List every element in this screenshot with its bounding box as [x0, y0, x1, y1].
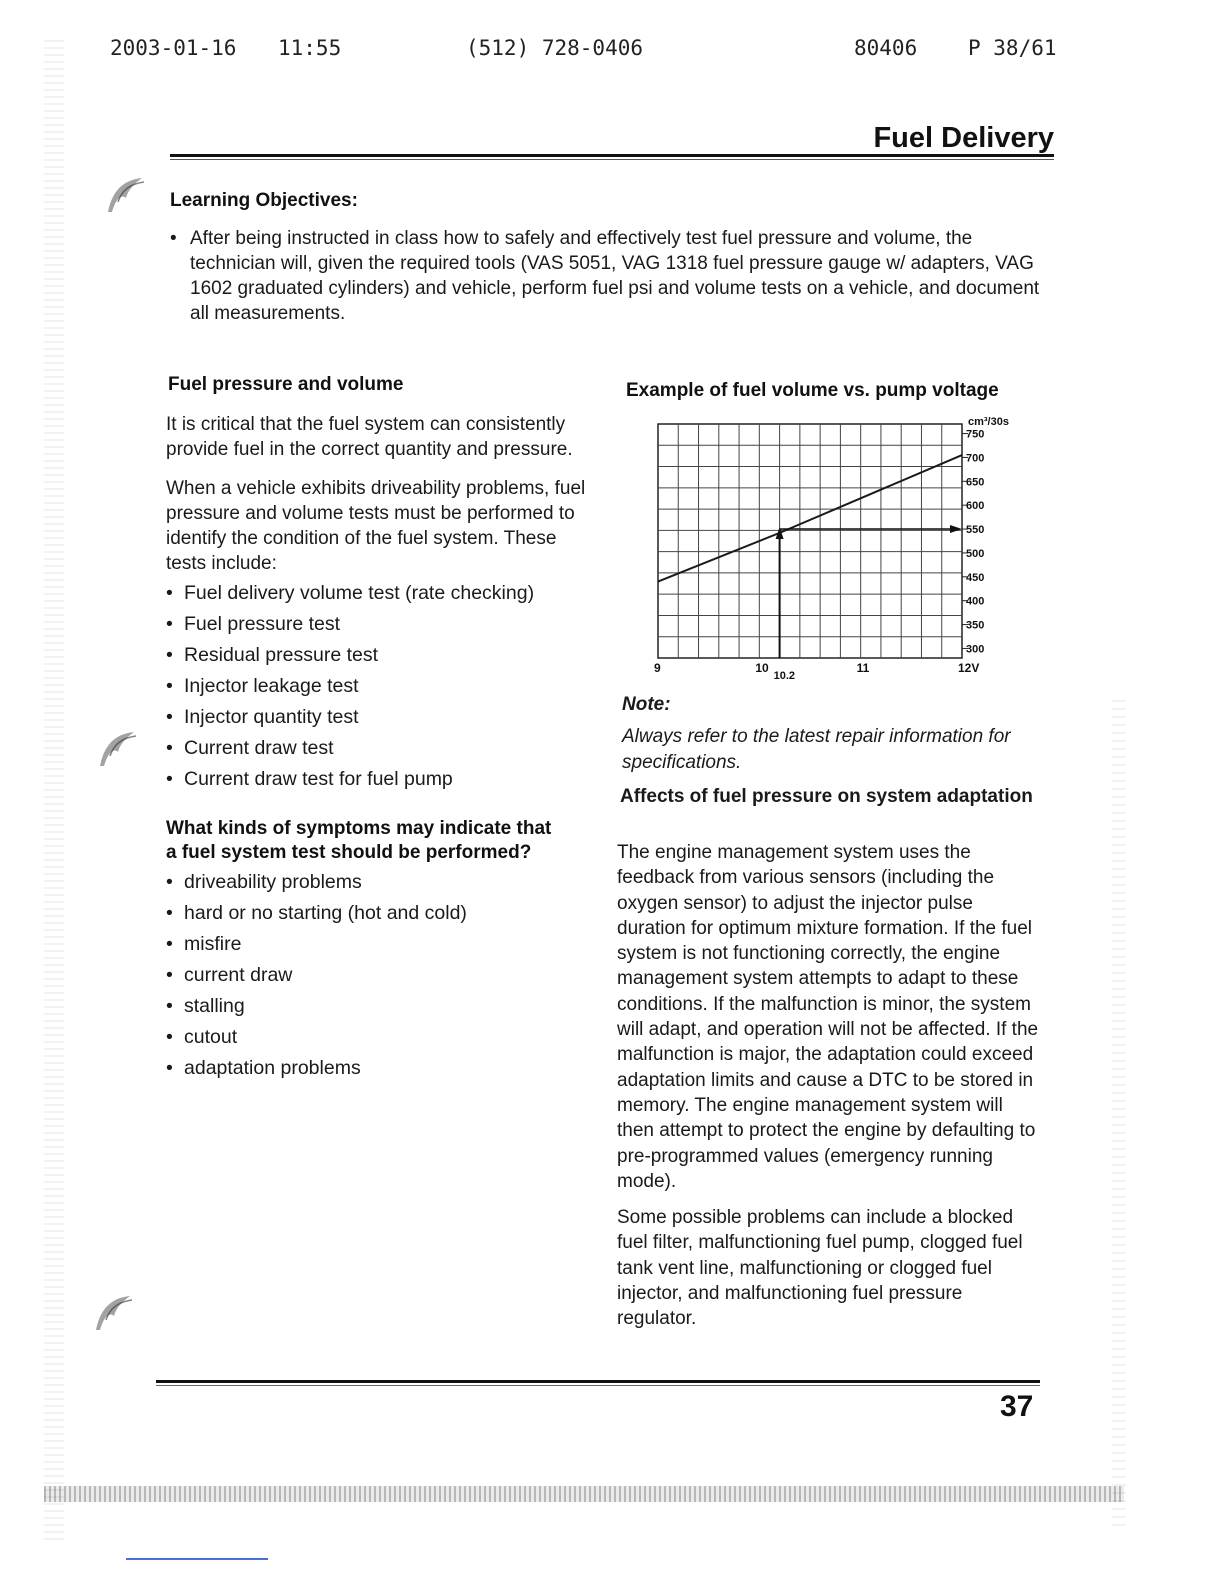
fuel-pressure-paragraph-1: It is critical that the fuel system can consistently provide fuel in the correct quantity and pressure. — [166, 414, 573, 460]
fax-phone: (512) 728-0406 — [466, 36, 644, 60]
annotation-right-arrow — [950, 525, 962, 533]
x-tick-label: 11 — [856, 661, 870, 675]
y-tick-label: 400 — [966, 595, 985, 608]
x-tick-label: 12V — [958, 661, 980, 675]
list-item: • Fuel pressure test — [166, 613, 341, 635]
chart-svg — [650, 412, 1040, 684]
series-line — [658, 455, 962, 582]
symptoms-list — [166, 867, 596, 1084]
fax-page: P 38/61 — [968, 36, 1057, 60]
adaptation-paragraph-2: Some possible problems can include a blocked fuel filter, malfunctioning fuel pump, clogged fuel tank vent line, malfunctioning or clogged fuel injector, and malfunctioning fuel pressure regulator. — [617, 1207, 1023, 1330]
blue-underline-mark — [126, 1558, 268, 1560]
y-tick-label: 650 — [966, 476, 985, 489]
list-item: • Fuel delivery volume test (rate checking) — [166, 582, 535, 604]
list-item: • adaptation problems — [166, 1057, 361, 1079]
tests-list — [166, 578, 596, 795]
y-tick-label: 700 — [966, 452, 985, 465]
bullet: • — [170, 228, 177, 249]
learning-objectives-heading: Learning Objectives: — [170, 190, 358, 211]
x-tick-label: 10 — [755, 661, 769, 675]
list-item: • current draw — [166, 964, 293, 986]
fuel-pressure-paragraph-2: When a vehicle exhibits driveability problems, fuel pressure and volume tests must be performed to identify the condition of the fuel system. These tests include: — [166, 478, 586, 574]
title-rule — [170, 154, 1054, 157]
y-tick-label: 750 — [966, 428, 985, 441]
symptoms-heading: What kinds of symptoms may indicate that a fuel system test should be performed? — [166, 818, 552, 863]
learning-objective-text: After being instructed in class how to safely and effectively test fuel pressure and volume, the technician will, given the required tools (VAS 5051, VAG 1318 fuel pressure gauge w/ adapters, VAG 1602 graduated cylinders) and vehicle, perform fuel psi and volume tests on a vehicle, and document all measurements. — [190, 228, 1040, 324]
binder-hole-smudge-icon — [96, 726, 142, 770]
list-item: • Current draw test for fuel pump — [166, 768, 453, 790]
y-tick-label: 350 — [966, 619, 985, 632]
binder-hole-smudge-icon — [92, 1290, 138, 1334]
y-tick-label: 450 — [966, 571, 985, 584]
binder-hole-smudge-icon — [104, 172, 150, 216]
fax-date: 2003-01-16 — [110, 36, 237, 60]
bottom-rule — [156, 1380, 1040, 1383]
title-rule-thin — [170, 159, 1054, 160]
page-number: 37 — [1000, 1390, 1034, 1423]
scan-edge-noise-left — [44, 40, 64, 1540]
list-item: • Injector quantity test — [166, 706, 359, 728]
fuel-pressure-section — [166, 412, 596, 1084]
scan-bottom-band — [44, 1486, 1124, 1502]
scan-edge-noise-right — [1112, 700, 1126, 1530]
fax-code: 80406 — [854, 36, 918, 60]
x-tick-label: 10.2 — [773, 670, 796, 682]
list-item: • misfire — [166, 933, 242, 955]
adaptation-section — [617, 840, 1042, 1343]
page-title: Fuel Delivery — [873, 122, 1054, 154]
y-tick-label: 500 — [966, 547, 985, 560]
fax-time: 11:55 — [278, 36, 342, 60]
list-item: • stalling — [166, 995, 245, 1017]
note-label: Note: — [622, 694, 671, 715]
y-tick-label: 600 — [966, 500, 985, 513]
y-tick-label: 550 — [966, 524, 985, 537]
fuel-pressure-heading: Fuel pressure and volume — [168, 374, 404, 395]
bottom-rule-thin — [156, 1385, 1040, 1386]
list-item: • hard or no starting (hot and cold) — [166, 902, 467, 924]
fuel-volume-chart — [650, 412, 1040, 684]
list-item: • cutout — [166, 1026, 238, 1048]
chart-frame — [658, 424, 962, 658]
list-item: • Residual pressure test — [166, 644, 379, 666]
adaptation-heading: Affects of fuel pressure on system adaptation — [620, 786, 1033, 807]
note-text: Always refer to the latest repair information for specifications. — [622, 726, 1011, 773]
list-item: • Current draw test — [166, 737, 334, 759]
learning-objective-item — [170, 226, 1050, 326]
adaptation-paragraph-1: The engine management system uses the feedback from various sensors (including the oxygen sensor) to adjust the injector pulse duration for optimum mixture formation. If the fuel system is not functioning correctly, the engine management system attempts to adapt to these conditions. If the malfunction is minor, the system will adapt, and operation will not be affected. If the malfunction is major, the adaptation could exceed adaptation limits and cause a DTC to be stored in memory. The engine management system will then attempt to protect the engine by defaulting to pre-programmed values (emergency running mode). — [617, 842, 1039, 1192]
y-tick-label: 300 — [966, 643, 985, 656]
list-item: • Injector leakage test — [166, 675, 359, 697]
x-tick-label: 9 — [654, 661, 661, 675]
list-item: • driveability problems — [166, 871, 362, 893]
y-axis-unit-label: cm³/30s — [968, 416, 1009, 428]
chart-title: Example of fuel volume vs. pump voltage — [626, 380, 999, 401]
